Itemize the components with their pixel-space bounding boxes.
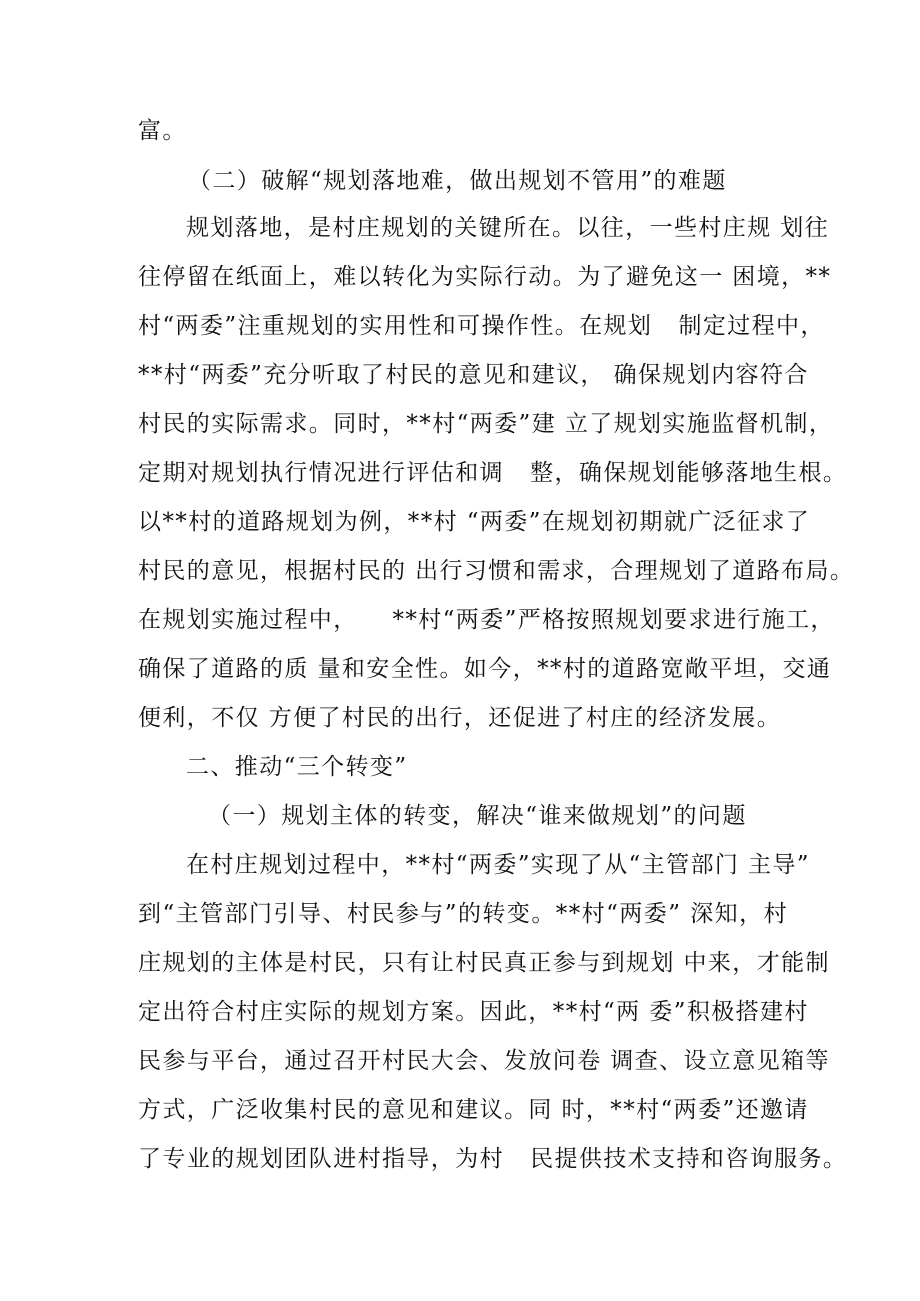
text-line-12: 确保了道路的质 量和安全性。如今，**村的道路宽敞平坦，交通 — [138, 656, 832, 682]
section-heading-2-1: （一）规划主体的转变，解决“谁来做规划”的问题 — [208, 803, 747, 829]
text-line-3: 规划落地，是村庄规划的关键所在。以往，一些村庄规 划往 — [186, 215, 830, 241]
text-line-19: 定出符合村庄实际的规划方案。因此，**村“两 委”积极搭建村 — [138, 999, 809, 1025]
text-line-20: 民参与平台，通过召开村民大会、发放问卷 调查、设立意见箱等 — [138, 1048, 830, 1074]
text-line-1: 富。 — [138, 118, 187, 144]
text-line-13: 便利，不仅 方便了村民的出行，还促进了村庄的经济发展。 — [138, 705, 782, 731]
text-line-11: 在规划实施过程中， **村“两委”严格按照规划要求进行施工， — [138, 607, 835, 633]
text-line-9: 以**村的道路规划为例，**村 “两委”在规划初期就广泛征求了 — [138, 509, 811, 535]
text-line-8: 定期对规划执行情况进行评估和调 整，确保规划能够落地生根。 — [138, 460, 848, 486]
text-line-22: 了专业的规划团队进村指导，为村 民提供技术支持和咨询服务。 — [138, 1146, 848, 1172]
text-line-16: 在村庄规划过程中，**村“两委”实现了从“主管部门 主导” — [186, 852, 810, 878]
text-line-18: 庄规划的主体是村民，只有让村民真正参与到规划 中来，才能制 — [138, 950, 830, 976]
text-line-17: 到“主管部门引导、村民参与”的转变。**村“两委” 深知，村 — [138, 901, 788, 927]
text-line-4: 往停留在纸面上，难以转化为实际行动。为了避免这一 困境，** — [138, 264, 832, 290]
text-line-10: 村民的意见，根据村民的 出行习惯和需求，合理规划了道路布局。 — [138, 558, 855, 584]
text-line-6: **村“两委”充分听取了村民的意见和建议， 确保规划内容符合 — [138, 362, 809, 388]
section-heading-2-2: （二）破解“规划落地难，做出规划不管用”的难题 — [188, 168, 727, 194]
text-line-7: 村民的实际需求。同时，**村“两委”建 立了规划实施监督机制， — [138, 411, 834, 437]
text-line-21: 方式，广泛收集村民的意见和建议。同 时，**村“两委”还邀请 — [138, 1097, 809, 1123]
text-line-5: 村“两委”注重规划的实用性和可操作性。在规划 制定过程中， — [138, 313, 825, 339]
section-heading-2: 二、推动“三个转变” — [186, 754, 408, 780]
